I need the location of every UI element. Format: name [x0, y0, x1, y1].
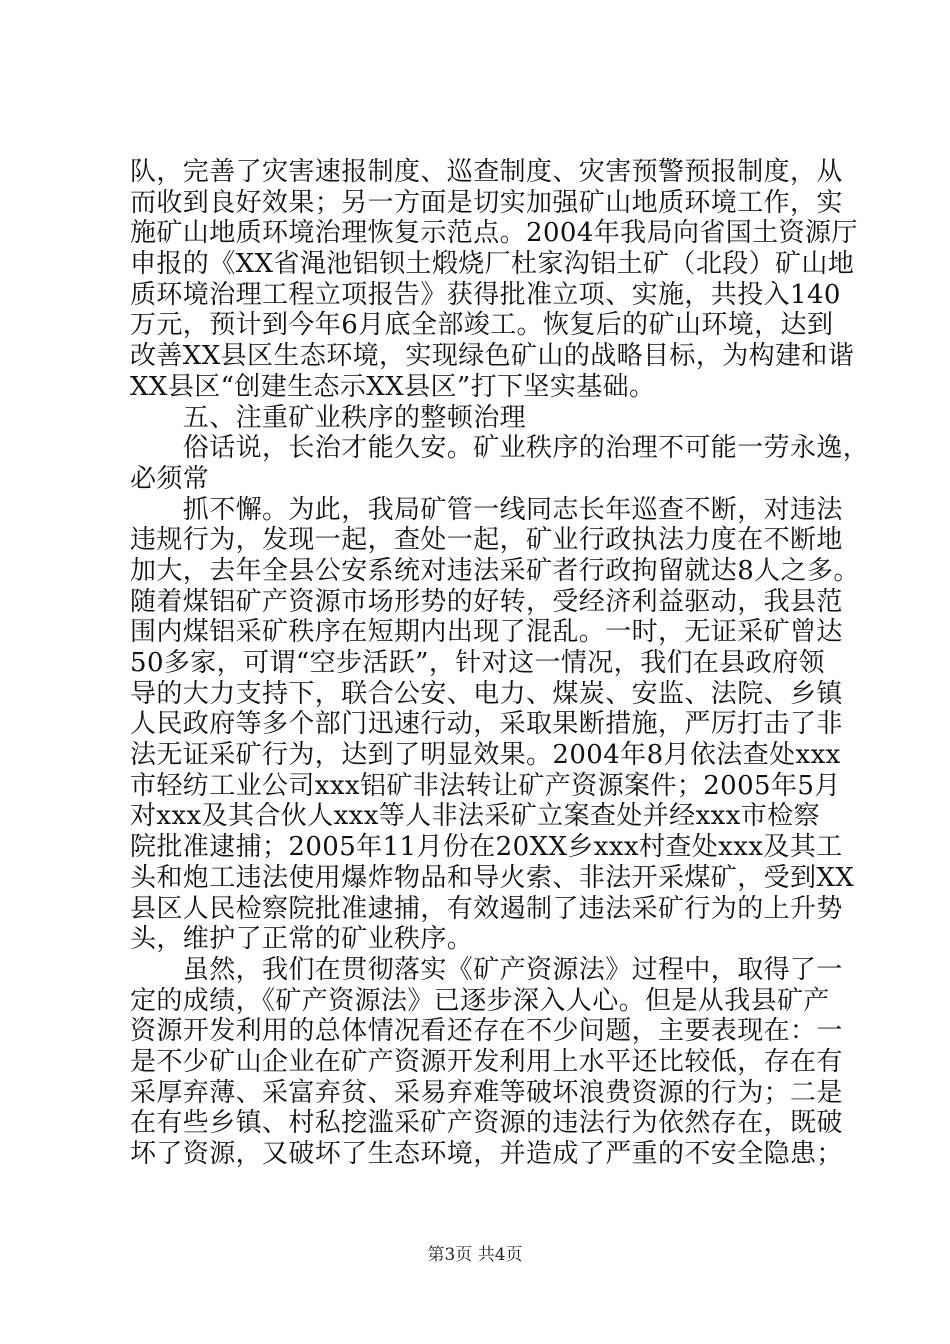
text-line: 队，完善了灾害速报制度、巡查制度、灾害预警预报制度，从: [130, 157, 843, 187]
text-line: 违规行为，发现一起，查处一起，矿业行政执法力度在不断地: [130, 525, 843, 556]
text-line: 导的大力支持下，联合公安、电力、煤炭、安监、法院、乡镇: [130, 678, 843, 709]
text-line: 法无证采矿行为，达到了明显效果。2004年8月依法查处xxx: [130, 740, 841, 771]
text-line: XX县区“创建生态示XX县区”打下坚实基础。: [130, 371, 656, 402]
text-line: 坏了资源，又破坏了生态环境，并造成了严重的不安全隐患；: [130, 1139, 843, 1169]
text-line: 施矿山地质环境治理恢复示范点。2004年我局向省国土资源厅: [130, 218, 858, 249]
text-line: 对xxx及其合伙人xxx等人非法采矿立案查处并经xxx市检察: [130, 801, 820, 832]
text-line: 虽然，我们在贯彻落实《矿产资源法》过程中，取得了一: [130, 954, 843, 985]
text-line: 头，维护了正常的矿业秩序。: [130, 924, 474, 955]
text-line: 万元，预计到今年6月底全部竣工。恢复后的矿山环境，达到: [130, 310, 834, 341]
text-line: 头和炮工违法使用爆炸物品和导火索、非法开采煤矿，受到XX: [130, 862, 855, 893]
text-line: 人民政府等多个部门迅速行动，采取果断措施，严厉打击了非: [130, 709, 843, 740]
text-line: 加大，去年全县公安系统对违法采矿者行政拘留就达8人之多。: [130, 555, 860, 586]
text-line: 50多家，可谓“空步活跃”，针对这一情况，我们在县政府领: [130, 648, 825, 678]
text-line: 是不少矿山企业在矿产资源开发利用上水平还比较低，存在有: [130, 1046, 843, 1077]
text-line: 院批准逮捕；2005年11月份在20XX乡xxx村查处xxx及其工: [130, 832, 843, 863]
text-line: 在有些乡镇、村私挖滥采矿产资源的违法行为依然存在，既破: [130, 1108, 843, 1139]
text-line: 围内煤铝采矿秩序在短期内出现了混乱。一时，无证采矿曾达: [130, 617, 843, 648]
text-line: 县区人民检察院批准逮捕，有效遏制了违法采矿行为的上升势: [130, 893, 843, 924]
text-line: 随着煤铝矿产资源市场形势的好转，受经济利益驱动，我县范: [130, 586, 843, 617]
text-line: 市轻纺工业公司xxx铝矿非法转让矿产资源案件；2005年5月: [130, 770, 841, 801]
text-line: 申报的《XX省渑池铝钡土煅烧厂杜家沟铝土矿（北段）矿山地: [130, 249, 855, 280]
text-line: 质环境治理工程立项报告》获得批准立项、实施，共投入140: [130, 279, 841, 310]
text-line: 改善XX县区生态环境，实现绿色矿山的战略目标，为构建和谐: [130, 341, 855, 372]
text-line: 定的成绩，《矿产资源法》已逐步深入人心。但是从我县矿产: [130, 985, 830, 1016]
text-line: 俗话说，长治才能久安。矿业秩序的治理不可能一劳永逸，: [130, 433, 870, 464]
text-line: 抓不懈。为此，我局矿管一线同志长年巡查不断，对违法: [130, 494, 843, 525]
document-body: [130, 157, 870, 1170]
text-line: 而收到良好效果；另一方面是切实加强矿山地质环境工作，实: [130, 187, 843, 218]
page-footer: 第3页 共4页: [427, 1245, 523, 1265]
section-heading: 五、注重矿业秩序的整顿治理: [130, 402, 527, 433]
text-line: 必须常: [130, 463, 210, 494]
text-line: 采厚弃薄、采富弃贫、采易弃难等破坏浪费资源的行为；二是: [130, 1077, 843, 1108]
text-line: 资源开发利用的总体情况看还存在不少问题，主要表现在：一: [130, 1016, 843, 1047]
